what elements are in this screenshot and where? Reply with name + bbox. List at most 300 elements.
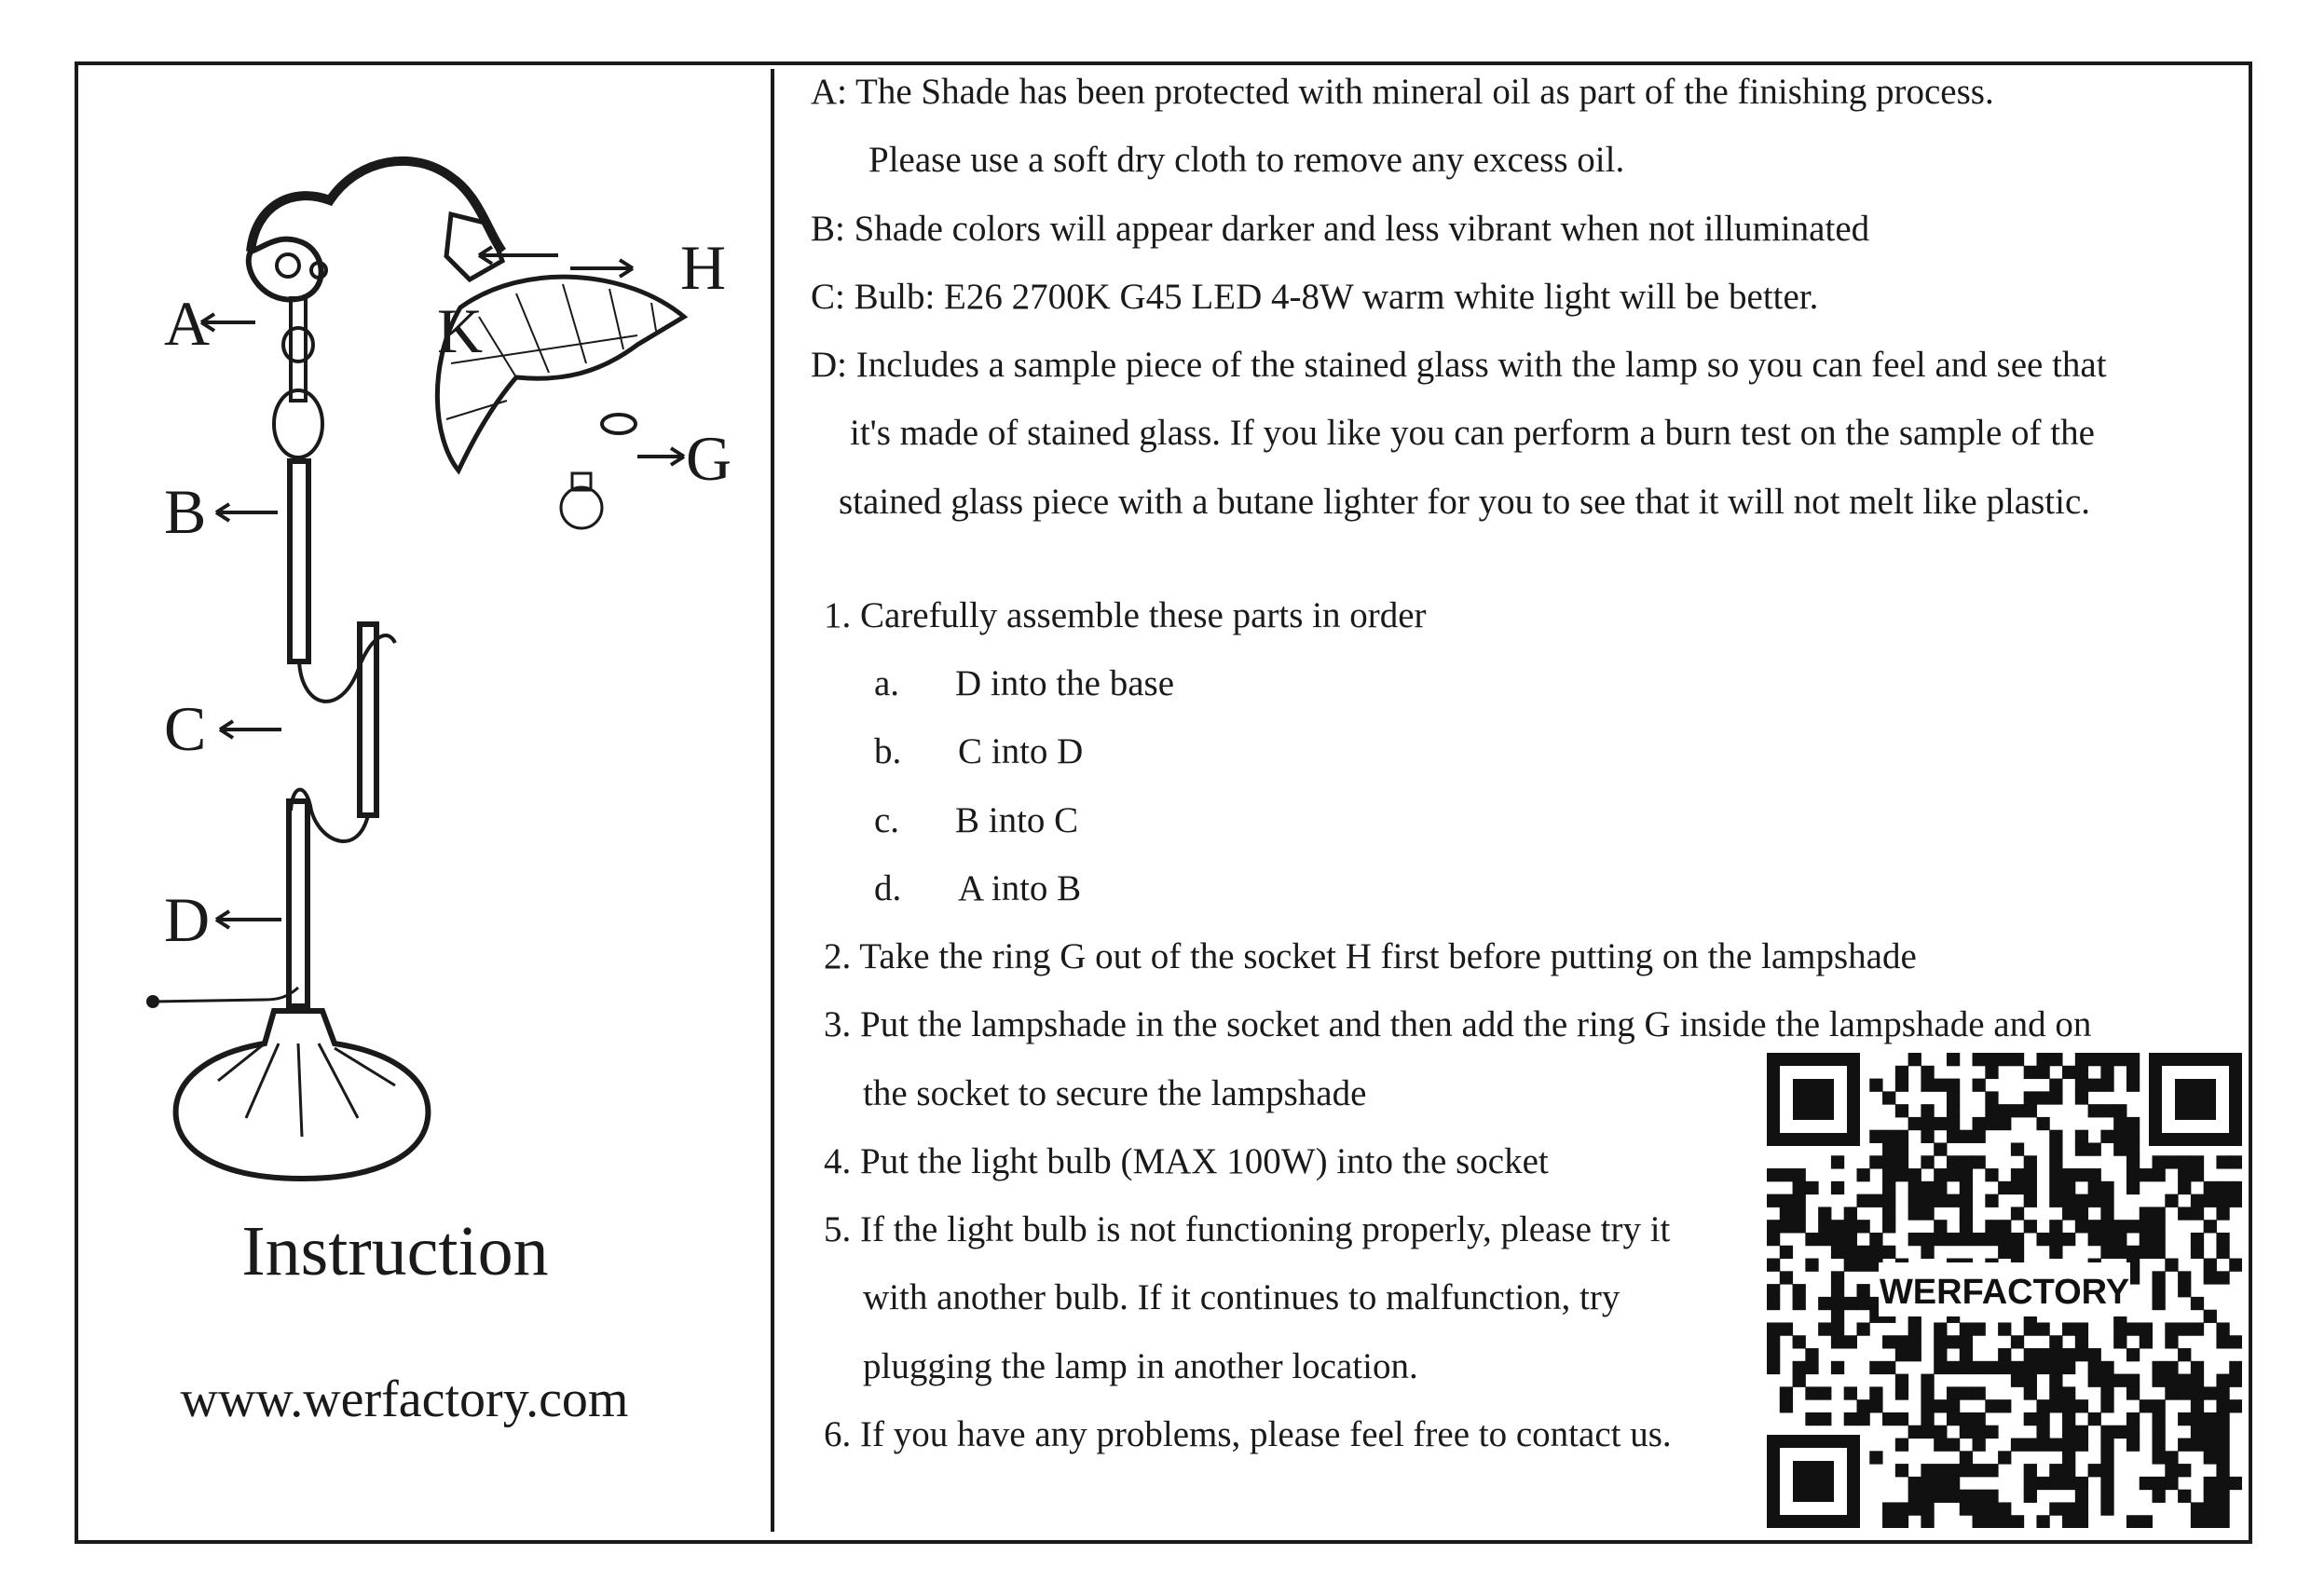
qr-module [1998, 1181, 2011, 1194]
qr-module [1767, 1168, 1780, 1181]
qr-module [1921, 1117, 1934, 1130]
qr-module [1856, 1297, 1869, 1310]
qr-module [2113, 1322, 2126, 1335]
qr-module [2191, 1322, 2204, 1335]
qr-module [1895, 1142, 1908, 1155]
qr-module [2165, 1464, 2178, 1477]
qr-module [1856, 1284, 1869, 1297]
qr-module [2113, 1142, 2126, 1155]
qr-module [1882, 1246, 1895, 1259]
qr-module [2178, 1284, 2191, 1297]
part-d-tube [289, 801, 308, 1006]
qr-module [1960, 1207, 1973, 1220]
qr-module [2229, 1361, 2242, 1374]
qr-module [1805, 1361, 1818, 1374]
qr-module [2204, 1477, 2217, 1490]
qr-module [2049, 1399, 2062, 1412]
qr-module [2100, 1490, 2113, 1503]
qr-module [1780, 1386, 1793, 1399]
qr-module [2024, 1477, 2037, 1490]
qr-module [2216, 1439, 2229, 1452]
note-c: C: Bulb: E26 2700K G45 LED 4-8W warm white light will be better. [811, 277, 1819, 317]
qr-module [2100, 1053, 2113, 1066]
note-b: B: Shade colors will appear darker and less vibrant when not illuminated [811, 209, 1870, 249]
qr-module [1947, 1464, 1960, 1477]
qr-module [1805, 1386, 1818, 1399]
qr-module [1869, 1451, 1882, 1464]
qr-module [1998, 1502, 2011, 1515]
qr-module [2153, 1412, 2166, 1425]
qr-module [2024, 1168, 2037, 1181]
qr-module [2088, 1168, 2101, 1181]
qr-module [2178, 1374, 2191, 1387]
qr-module [2062, 1361, 2075, 1374]
qr-module [1960, 1348, 1973, 1361]
power-cord [153, 988, 298, 1002]
qr-module [1869, 1361, 1882, 1374]
qr-module [2088, 1361, 2101, 1374]
qr-module [1831, 1335, 1844, 1348]
qr-module [2191, 1502, 2204, 1515]
qr-module [2075, 1322, 2088, 1335]
qr-module [2153, 1399, 2166, 1412]
qr-module [1908, 1181, 1921, 1194]
qr-module [1831, 1310, 1844, 1323]
qr-module [2024, 1439, 2037, 1452]
qr-module [2153, 1284, 2166, 1297]
qr-module [2204, 1515, 2217, 1528]
qr-module [1934, 1117, 1947, 1130]
qr-module [2024, 1091, 2037, 1104]
qr-module [1973, 1464, 1986, 1477]
qr-module [1844, 1297, 1857, 1310]
qr-module [1973, 1361, 1986, 1374]
qr-module [2216, 1502, 2229, 1515]
label-c: C [164, 693, 207, 764]
qr-module [2191, 1425, 2204, 1439]
qr-module [2036, 1477, 2049, 1490]
qr-module [2126, 1348, 2140, 1361]
qr-module [1895, 1502, 1908, 1515]
qr-module [2075, 1335, 2088, 1348]
qr-module [1985, 1464, 1998, 1477]
qr-module [1973, 1490, 1986, 1503]
qr-module [1934, 1168, 1947, 1181]
qr-module [1767, 1194, 1780, 1207]
qr-module [2229, 1477, 2242, 1490]
qr-module [1780, 1207, 1793, 1220]
qr-module [1934, 1194, 1947, 1207]
qr-module [1934, 1181, 1947, 1194]
qr-module [1895, 1439, 1908, 1452]
qr-module [1921, 1412, 1934, 1425]
qr-module [2126, 1168, 2140, 1181]
qr-module [1882, 1155, 1895, 1168]
step-1d-text: A into B [958, 868, 1082, 908]
qr-module [1780, 1246, 1793, 1259]
qr-module [1921, 1425, 1934, 1439]
qr-module [2229, 1335, 2242, 1348]
qr-module [2216, 1207, 2229, 1220]
qr-module [1767, 1259, 1780, 1272]
qr-module [2062, 1515, 2075, 1528]
qr-module [1998, 1117, 2011, 1130]
qr-module [2126, 1079, 2140, 1092]
qr-module [2049, 1477, 2062, 1490]
qr-module [1921, 1079, 1934, 1092]
qr-module [1998, 1053, 2011, 1066]
qr-module [2024, 1361, 2037, 1374]
qr-module [2062, 1451, 2075, 1464]
qr-module [2165, 1386, 2178, 1399]
qr-module [1921, 1246, 1934, 1259]
qr-module [1960, 1181, 1973, 1194]
qr-module [1921, 1386, 1934, 1399]
qr-module [2011, 1053, 2024, 1066]
qr-module [2024, 1322, 2037, 1335]
qr-module [2049, 1361, 2062, 1374]
qr-module [2126, 1386, 2140, 1399]
label-g: G [686, 423, 732, 494]
qr-module [1998, 1220, 2011, 1233]
qr-module [2024, 1386, 2037, 1399]
qr-module [1921, 1502, 1934, 1515]
qr-module [2140, 1207, 2153, 1220]
qr-module [1934, 1348, 1947, 1361]
qr-module [2100, 1502, 2113, 1515]
qr-module [2049, 1335, 2062, 1348]
qr-module [2024, 1066, 2037, 1079]
qr-module [1921, 1207, 1934, 1220]
qr-module [1973, 1155, 1986, 1168]
qr-module [2216, 1322, 2229, 1335]
qr-module [2140, 1322, 2153, 1335]
qr-module [1985, 1515, 1998, 1528]
qr-module [2036, 1412, 2049, 1425]
qr-module [1895, 1464, 1908, 1477]
qr-module [1793, 1168, 1806, 1181]
qr-module [1818, 1220, 1831, 1233]
qr-module [1818, 1207, 1831, 1220]
qr-module [2153, 1220, 2166, 1233]
qr-module [2113, 1246, 2126, 1259]
qr-module [1895, 1412, 1908, 1425]
qr-module [1908, 1335, 1921, 1348]
qr-module [2100, 1066, 2113, 1079]
qr-module [1934, 1399, 1947, 1412]
qr-module [2062, 1066, 2075, 1079]
qr-module [1856, 1399, 1869, 1412]
qr-module [1869, 1194, 1882, 1207]
qr-module [1856, 1259, 1869, 1272]
qr-module [1882, 1130, 1895, 1143]
qr-module [2049, 1386, 2062, 1399]
qr-module [2011, 1142, 2024, 1155]
qr-module [1998, 1399, 2011, 1412]
qr-module [1895, 1155, 1908, 1168]
qr-module [1973, 1412, 1986, 1425]
qr-module [2075, 1066, 2088, 1079]
qr-module [1921, 1464, 1934, 1477]
qr-module [1908, 1053, 1921, 1066]
qr-module [2062, 1399, 2075, 1412]
qr-module [2036, 1348, 2049, 1361]
qr-module [1960, 1425, 1973, 1439]
qr-module [1882, 1181, 1895, 1194]
qr-module [2178, 1348, 2191, 1361]
qr-module [1960, 1322, 1973, 1335]
step-1b-text: C into D [958, 731, 1084, 771]
qr-module [1973, 1515, 1986, 1528]
qr-module [1793, 1194, 1806, 1207]
qr-module [2153, 1361, 2166, 1374]
qr-module [2178, 1412, 2191, 1425]
qr-module [2229, 1181, 2242, 1194]
qr-module [1844, 1207, 1857, 1220]
qr-module [2049, 1053, 2062, 1066]
qr-module [2100, 1386, 2113, 1399]
qr-module [1831, 1246, 1844, 1259]
qr-module [1844, 1259, 1857, 1272]
qr-module [1960, 1490, 1973, 1503]
qr-module [1985, 1425, 1998, 1439]
qr-module [1998, 1515, 2011, 1528]
qr-module [1908, 1194, 1921, 1207]
qr-module [2049, 1233, 2062, 1246]
qr-module [2062, 1322, 2075, 1335]
qr-module [2126, 1117, 2140, 1130]
qr-module [2062, 1477, 2075, 1490]
website-url[interactable]: www.werfactory.com [180, 1371, 629, 1428]
qr-module [2049, 1348, 2062, 1361]
qr-module [1921, 1066, 1934, 1079]
qr-module [2153, 1490, 2166, 1503]
qr-module [2088, 1374, 2101, 1387]
step-3-line2: the socket to secure the lampshade [863, 1073, 1367, 1113]
qr-module [2011, 1168, 2024, 1181]
qr-module [2216, 1425, 2229, 1439]
qr-module [2049, 1194, 2062, 1207]
qr-module [1793, 1297, 1806, 1310]
qr-module [2062, 1502, 2075, 1515]
qr-module [2062, 1348, 2075, 1361]
step-4: 4. Put the light bulb (MAX 100W) into the socket [824, 1141, 1549, 1181]
qr-module [2153, 1297, 2166, 1310]
qr-module [2100, 1451, 2113, 1464]
qr-module [1985, 1117, 1998, 1130]
qr-module [1998, 1451, 2011, 1464]
qr-module [1921, 1490, 1934, 1503]
qr-module [2100, 1477, 2113, 1490]
qr-module [1934, 1361, 1947, 1374]
qr-module [1767, 1220, 1780, 1233]
qr-module [1882, 1091, 1895, 1104]
qr-module [1985, 1091, 1998, 1104]
qr-module [1895, 1515, 1908, 1528]
qr-module [2140, 1477, 2153, 1490]
qr-module [2204, 1194, 2217, 1207]
qr-module [2204, 1425, 2217, 1439]
qr-module [1934, 1464, 1947, 1477]
qr-module [2178, 1386, 2191, 1399]
qr-module [2204, 1490, 2217, 1503]
qr-module [2075, 1425, 2088, 1439]
step-6: 6. If you have any problems, please feel free to contact us. [824, 1414, 1672, 1454]
qr-module [1882, 1335, 1895, 1348]
step-5-line3: plugging the lamp in another location. [863, 1346, 1418, 1386]
qr-module [1818, 1412, 1831, 1425]
qr-module [1869, 1233, 1882, 1246]
qr-module [2113, 1130, 2126, 1143]
left-panel [78, 65, 768, 1540]
qr-module [2036, 1053, 2049, 1066]
qr-module [2075, 1502, 2088, 1515]
qr-module [1831, 1284, 1844, 1297]
qr-module [1844, 1233, 1857, 1246]
qr-module [2049, 1439, 2062, 1452]
qr-module [2036, 1091, 2049, 1104]
step-1: 1. Carefully assemble these parts in order [824, 595, 1427, 635]
note-d-line3: stained glass piece with a butane lighter for you to see that it will not melt like plastic. [839, 482, 2091, 522]
qr-module [2075, 1194, 2088, 1207]
qr-code[interactable] [1767, 1053, 2242, 1528]
qr-module [2100, 1439, 2113, 1452]
step-1a-marker: a. [874, 663, 900, 703]
qr-module [1908, 1168, 1921, 1181]
qr-module [1947, 1490, 1960, 1503]
qr-module [2229, 1399, 2242, 1412]
qr-module [1921, 1194, 1934, 1207]
qr-module [1921, 1477, 1934, 1490]
qr-module [1985, 1053, 1998, 1066]
qr-module [1908, 1348, 1921, 1361]
qr-module [1960, 1130, 1973, 1143]
qr-module [2204, 1271, 2217, 1284]
qr-module [1934, 1335, 1947, 1348]
label-h: H [680, 232, 727, 303]
qr-module [1882, 1207, 1895, 1220]
qr-module [1882, 1361, 1895, 1374]
qr-module [2126, 1142, 2140, 1155]
qr-module [2075, 1142, 2088, 1155]
qr-module [2075, 1079, 2088, 1092]
qr-module [1973, 1117, 1986, 1130]
qr-module [2140, 1168, 2153, 1181]
qr-module [1985, 1233, 1998, 1246]
qr-module [2024, 1490, 2037, 1503]
qr-module [2100, 1399, 2113, 1412]
qr-module [1985, 1490, 1998, 1503]
qr-module [2216, 1386, 2229, 1399]
qr-module [1921, 1181, 1934, 1194]
qr-module [1947, 1477, 1960, 1490]
qr-module [1831, 1271, 1844, 1284]
qr-module [1818, 1322, 1831, 1335]
qr-module [2062, 1194, 2075, 1207]
qr-module [1780, 1194, 1793, 1207]
qr-module [2036, 1399, 2049, 1412]
qr-module [1793, 1220, 1806, 1233]
qr-module [1960, 1451, 1973, 1464]
step-1a-text: D into the base [955, 663, 1175, 703]
qr-module [2024, 1220, 2037, 1233]
qr-module [1947, 1053, 1960, 1066]
qr-module [1895, 1130, 1908, 1143]
qr-module [2088, 1104, 2101, 1117]
step-1b-marker: b. [874, 731, 902, 771]
qr-module [2178, 1207, 2191, 1220]
qr-module [1793, 1207, 1806, 1220]
qr-module [1960, 1412, 1973, 1425]
note-a-line2: Please use a soft dry cloth to remove any excess oil. [868, 140, 1625, 180]
qr-module [2191, 1194, 2204, 1207]
qr-module [2113, 1233, 2126, 1246]
note-a-line1: A: The Shade has been protected with mineral oil as part of the finishing process. [811, 72, 1994, 112]
qr-module [2036, 1515, 2049, 1528]
qr-module [2216, 1181, 2229, 1194]
qr-module [2075, 1220, 2088, 1233]
qr-module [2036, 1425, 2049, 1439]
qr-module [2100, 1079, 2113, 1092]
qr-module [1882, 1412, 1895, 1425]
qr-module [1947, 1130, 1960, 1143]
qr-module [2126, 1181, 2140, 1194]
qr-brand-label: WERFACTORY [1879, 1273, 2130, 1312]
qr-module [2216, 1335, 2229, 1348]
qr-module [1934, 1322, 1947, 1335]
qr-module [1895, 1104, 1908, 1117]
qr-module [1805, 1233, 1818, 1246]
instruction-title: Instruction [241, 1212, 549, 1290]
label-b: B [164, 476, 207, 547]
qr-module [2126, 1515, 2140, 1528]
label-k: K [437, 295, 484, 366]
qr-module [2216, 1155, 2229, 1168]
qr-module [1934, 1079, 1947, 1092]
qr-module [1882, 1515, 1895, 1528]
qr-module [2204, 1386, 2217, 1399]
label-a: A [164, 288, 211, 359]
qr-module [1921, 1130, 1934, 1143]
qr-module [1998, 1361, 2011, 1374]
qr-module [1934, 1490, 1947, 1503]
qr-module [2011, 1515, 2024, 1528]
qr-module [1793, 1284, 1806, 1297]
qr-module [1921, 1399, 1934, 1412]
qr-module [1882, 1220, 1895, 1233]
qr-module [1869, 1155, 1882, 1168]
qr-module [1908, 1117, 1921, 1130]
qr-module [2100, 1104, 2113, 1117]
column-divider [771, 69, 774, 1532]
qr-module [2049, 1374, 2062, 1387]
qr-module [2191, 1155, 2204, 1168]
qr-module [2165, 1259, 2178, 1272]
qr-module [1947, 1335, 1960, 1348]
qr-module [1895, 1386, 1908, 1399]
qr-module [2204, 1451, 2217, 1464]
qr-module [2024, 1181, 2037, 1194]
qr-module [1985, 1399, 1998, 1412]
qr-module [2100, 1464, 2113, 1477]
qr-module [1947, 1399, 1960, 1412]
qr-module [1985, 1502, 1998, 1515]
step-5-line2: with another bulb. If it continues to malfunction, try [863, 1277, 1620, 1317]
qr-module [2140, 1233, 2153, 1246]
qr-module [2153, 1155, 2166, 1168]
qr-module [2100, 1361, 2113, 1374]
qr-module [2036, 1066, 2049, 1079]
